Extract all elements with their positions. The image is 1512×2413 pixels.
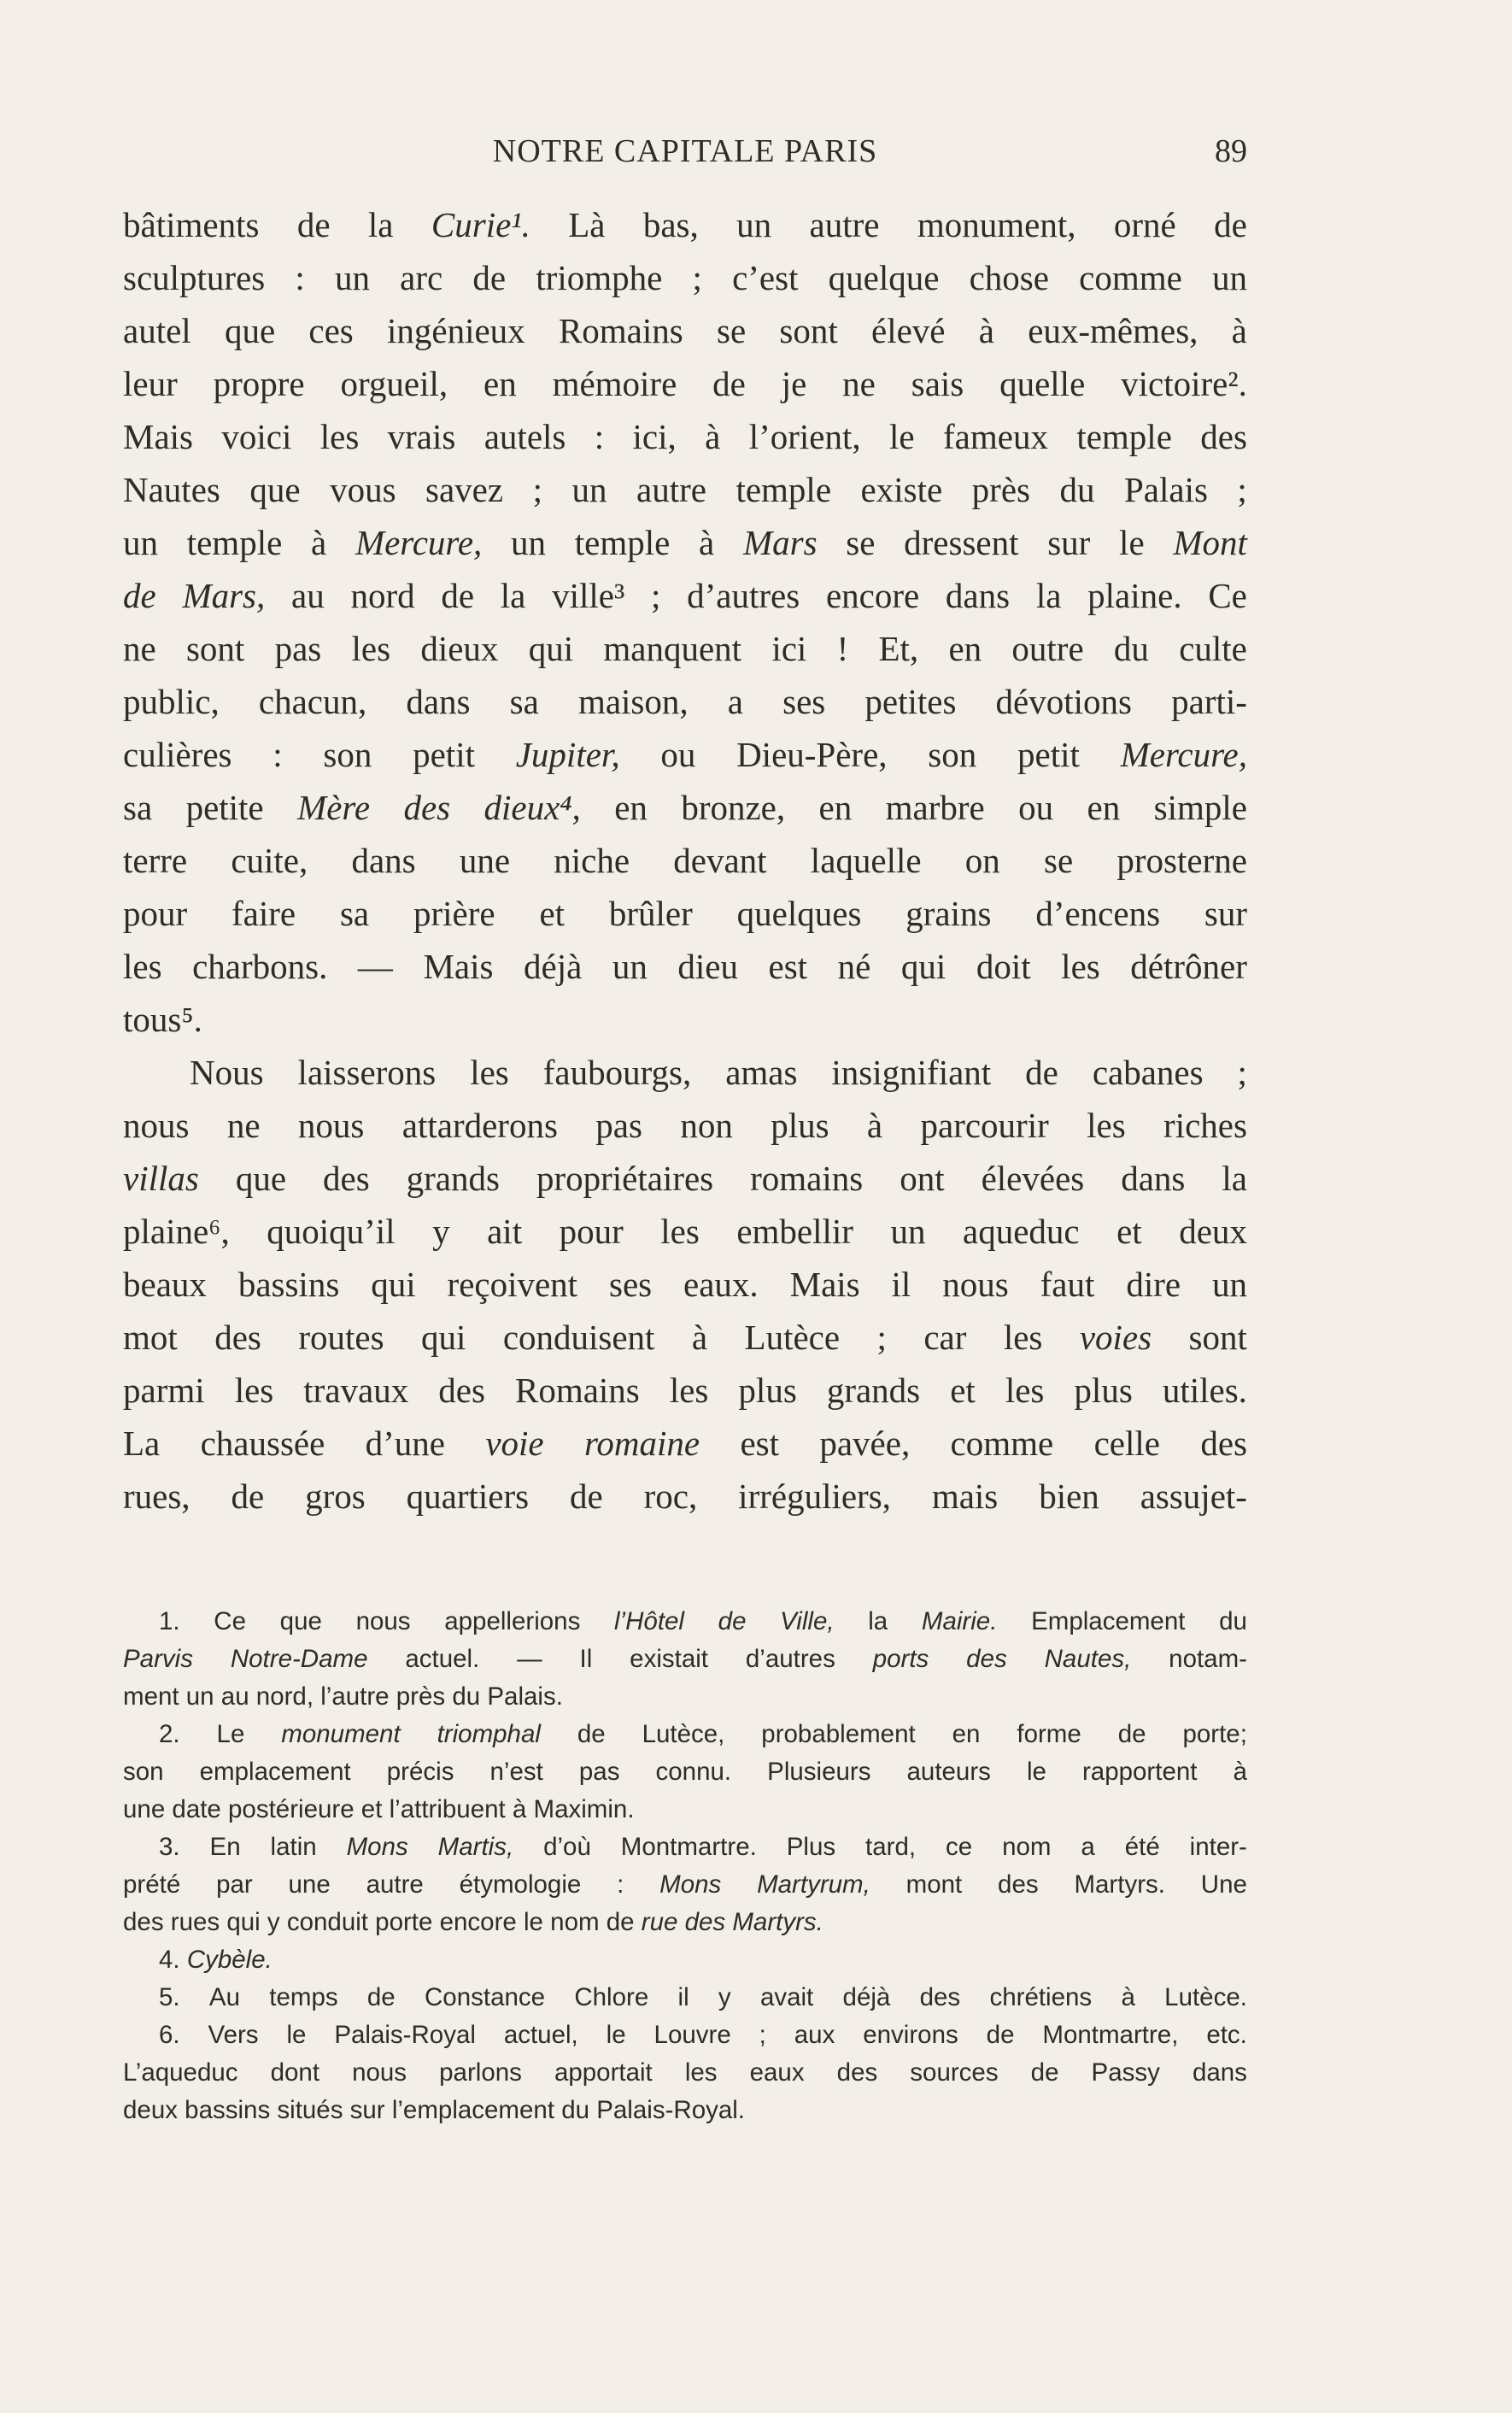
page-number: 89 [1215, 133, 1247, 169]
text-line: La chaussée d’une voie romaine est pavée, comme celle des [123, 1424, 1247, 1463]
footnote-line: 4. Cybèle. [159, 1946, 273, 1974]
footnote-line: des rues qui y conduit porte encore le nom de rue des Martyrs. [123, 1908, 823, 1936]
footnote-line: deux bassins situés sur l’emplacement du Palais-Royal. [123, 2096, 746, 2124]
text-line: bâtiments de la Curie¹. Là bas, un autre monument, orné de [123, 205, 1247, 244]
footnote-line: 3. En latin Mons Martis, d’où Montmartre. Plus tard, ce nom a été inter- [159, 1833, 1247, 1861]
text-line: sculptures : un arc de triomphe ; c’est quelque chose comme un [123, 258, 1247, 297]
text-line: Mais voici les vrais autels : ici, à l’orient, le fameux temple des [123, 417, 1247, 456]
footnote-line: son emplacement précis n’est pas connu. Plusieurs auteurs le rapportent à [123, 1758, 1247, 1786]
text-line: beaux bassins qui reçoivent ses eaux. Mais il nous faut dire un [123, 1265, 1247, 1304]
body-text [123, 198, 1247, 1523]
text-line: ne sont pas les dieux qui manquent ici ! Et, en outre du culte [123, 629, 1247, 668]
text-line: autel que ces ingénieux Romains se sont élevé à eux-mêmes, à [123, 311, 1247, 350]
text-line: plaine⁶, quoiqu’il y ait pour les embellir un aqueduc et deux [123, 1212, 1247, 1251]
text-line: sa petite Mère des dieux⁴, en bronze, en marbre ou en simple [123, 788, 1247, 827]
footnote-line: 2. Le monument triomphal de Lutèce, probablement en forme de porte; [159, 1720, 1247, 1748]
footnote-line: 6. Vers le Palais-Royal actuel, le Louvre ; aux environs de Montmartre, etc. [159, 2021, 1247, 2049]
text-line: villas que des grands propriétaires romains ont élevées dans la [123, 1159, 1247, 1198]
text-line: mot des routes qui conduisent à Lutèce ; car les voies sont [123, 1318, 1247, 1357]
footnote-line: L’aqueduc dont nous parlons apportait les eaux des sources de Passy dans [123, 2058, 1247, 2087]
text-line: un temple à Mercure, un temple à Mars se dressent sur le Mont [123, 523, 1247, 562]
text-line: les charbons. — Mais déjà un dieu est né qui doit les détrôner [123, 947, 1247, 986]
running-title: NOTRE CAPITALE PARIS [492, 133, 878, 169]
running-head [123, 130, 1247, 173]
text-line: leur propre orgueil, en mémoire de je ne sais quelle victoire². [123, 364, 1247, 403]
text-line: parmi les travaux des Romains les plus grands et les plus utiles. [123, 1371, 1247, 1410]
text-line: rues, de gros quartiers de roc, irréguliers, mais bien assujet- [123, 1477, 1247, 1516]
text-line: Nous laisserons les faubourgs, amas insignifiant de cabanes ; [190, 1053, 1247, 1092]
footnote-line: 1. Ce que nous appellerions l’Hôtel de Ville, la Mairie. Emplacement du [159, 1607, 1247, 1635]
text-line: terre cuite, dans une niche devant laquelle on se prosterne [123, 841, 1247, 880]
text-line: nous ne nous attarderons pas non plus à parcourir les riches [123, 1106, 1247, 1145]
footnote-line: prété par une autre étymologie : Mons Martyrum, mont des Martyrs. Une [123, 1870, 1247, 1899]
text-line: de Mars, au nord de la ville³ ; d’autres encore dans la plaine. Ce [123, 576, 1247, 615]
text-line: culières : son petit Jupiter, ou Dieu-Père, son petit Mercure, [123, 735, 1247, 774]
footnote-line: 5. Au temps de Constance Chlore il y avait déjà des chrétiens à Lutèce. [159, 1983, 1247, 2011]
text-line: public, chacun, dans sa maison, a ses petites dévotions parti- [123, 682, 1247, 721]
footnote-line: ment un au nord, l’autre près du Palais. [123, 1682, 563, 1711]
footnote-line: une date postérieure et l’attribuent à Maximin. [123, 1795, 635, 1823]
footnotes [123, 1603, 1247, 2129]
text-line: Nautes que vous savez ; un autre temple existe près du Palais ; [123, 470, 1247, 509]
text-line: pour faire sa prière et brûler quelques grains d’encens sur [123, 894, 1247, 933]
footnote-line: Parvis Notre-Dame actuel. — Il existait d’autres ports des Nautes, notam- [123, 1645, 1247, 1673]
text-line: tous⁵. [123, 1000, 202, 1039]
